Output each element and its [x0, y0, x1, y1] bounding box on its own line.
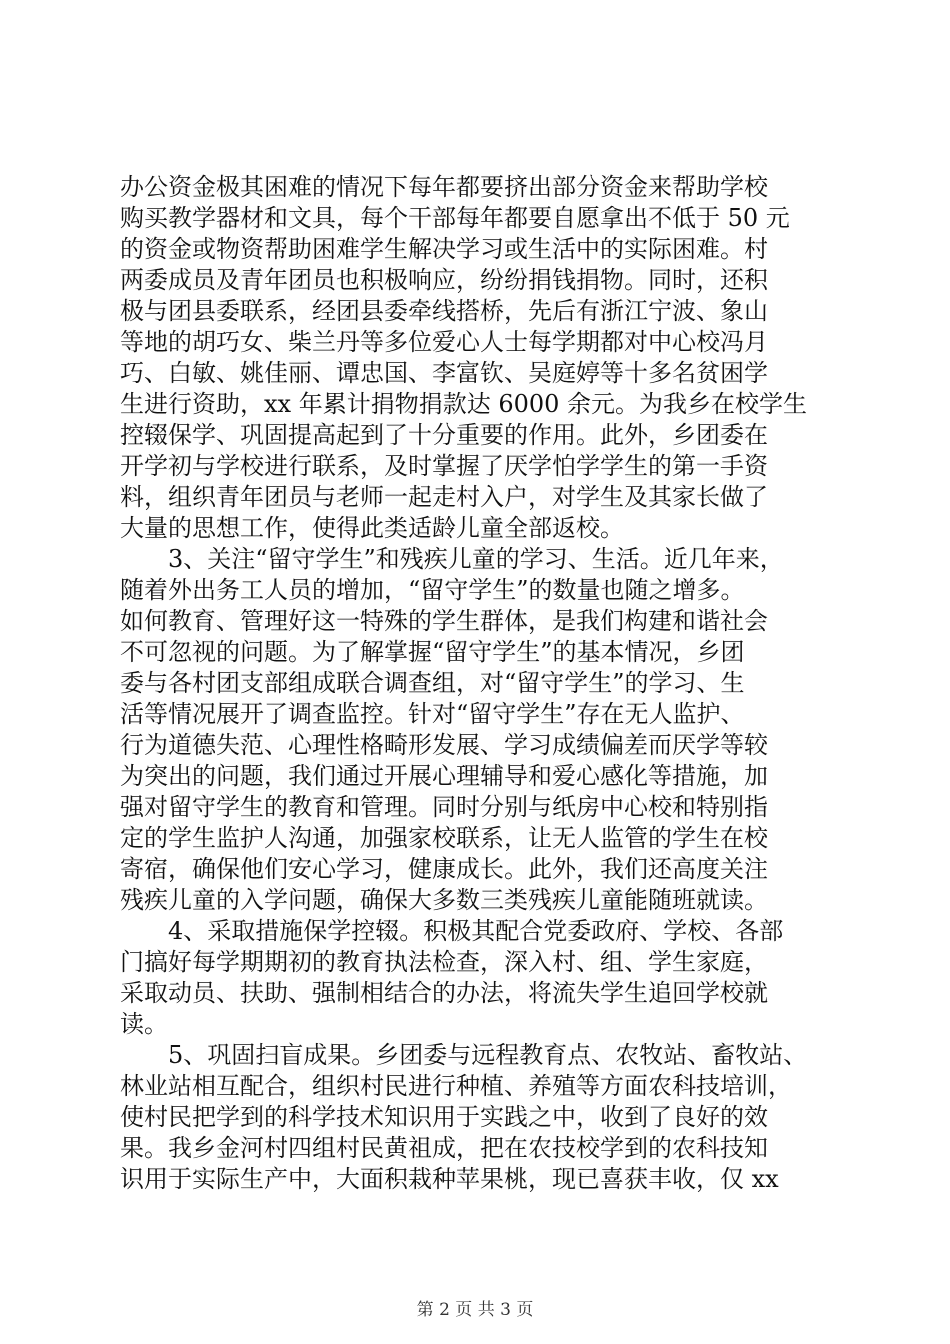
text-line: 办公资金极其困难的情况下每年都要挤出部分资金来帮助学校	[120, 173, 768, 201]
text-line: 大量的思想工作，使得此类适龄儿童全部返校。	[120, 514, 624, 542]
page-footer: 第 2 页 共 3 页	[416, 1300, 534, 1320]
text-line: 开学初与学校进行联系，及时掌握了厌学怕学学生的第一手资	[120, 452, 768, 480]
text-line: 识用于实际生产中，大面积栽种苹果桃，现已喜获丰收，仅 xx	[120, 1165, 779, 1193]
text-line: 果。我乡金河村四组村民黄祖成，把在农技校学到的农科技知	[120, 1134, 768, 1162]
text-line: 的资金或物资帮助困难学生解决学习或生活中的实际困难。村	[120, 235, 768, 263]
text-line: 读。	[120, 1010, 168, 1038]
text-line: 极与团县委联系，经团县委牵线搭桥，先后有浙江宁波、象山	[120, 297, 768, 325]
text-line: 林业站相互配合，组织村民进行种植、养殖等方面农科技培训，	[120, 1072, 792, 1100]
text-line: 控辍保学、巩固提高起到了十分重要的作用。此外，乡团委在	[120, 421, 768, 449]
text-line: 购买教学器材和文具，每个干部每年都要自愿拿出不低于 50 元	[120, 204, 790, 232]
text-line: 委与各村团支部组成联合调查组，对“留守学生”的学习、生	[120, 669, 745, 697]
text-line: 行为道德失范、心理性格畸形发展、学习成绩偏差而厌学等较	[120, 731, 768, 759]
text-line: 定的学生监护人沟通，加强家校联系，让无人监管的学生在校	[120, 824, 768, 852]
paragraph-start-line: 3、关注“留守学生”和残疾儿童的学习、生活。近几年来，	[168, 545, 784, 573]
text-line: 活等情况展开了调查监控。针对“留守学生”存在无人监护、	[120, 700, 745, 728]
text-line: 等地的胡巧女、柴兰丹等多位爱心人士每学期都对中心校冯月	[120, 328, 768, 356]
text-line: 残疾儿童的入学问题，确保大多数三类残疾儿童能随班就读。	[120, 886, 768, 914]
text-line: 强对留守学生的教育和管理。同时分别与纸房中心校和特别指	[120, 793, 768, 821]
text-line: 门搞好每学期期初的教育执法检查，深入村、组、学生家庭，	[120, 948, 768, 976]
text-line: 两委成员及青年团员也积极响应，纷纷捐钱捐物。同时，还积	[120, 266, 768, 294]
text-line: 生进行资助，xx 年累计捐物捐款达 6000 余元。为我乡在校学生	[120, 390, 808, 418]
text-line: 使村民把学到的科学技术知识用于实践之中，收到了良好的效	[120, 1103, 768, 1131]
text-line: 随着外出务工人员的增加，“留守学生”的数量也随之增多。	[120, 576, 745, 604]
text-line: 不可忽视的问题。为了解掌握“留守学生”的基本情况，乡团	[120, 638, 745, 666]
text-line: 为突出的问题，我们通过开展心理辅导和爱心感化等措施，加	[120, 762, 768, 790]
paragraph-start-line: 5、巩固扫盲成果。乡团委与远程教育点、农牧站、畜牧站、	[168, 1041, 808, 1069]
text-line: 料，组织青年团员与老师一起走村入户，对学生及其家长做了	[120, 483, 768, 511]
text-line: 如何教育、管理好这一特殊的学生群体，是我们构建和谐社会	[120, 607, 768, 635]
text-line: 采取动员、扶助、强制相结合的办法，将流失学生追回学校就	[120, 979, 768, 1007]
text-line: 巧、白敏、姚佳丽、谭忠国、李富钦、吴庭婷等十多名贫困学	[120, 359, 768, 387]
body-text	[120, 172, 832, 1195]
paragraph-start-line: 4、采取措施保学控辍。积极其配合党委政府、学校、各部	[168, 917, 784, 945]
text-line: 寄宿，确保他们安心学习，健康成长。此外，我们还高度关注	[120, 855, 768, 883]
